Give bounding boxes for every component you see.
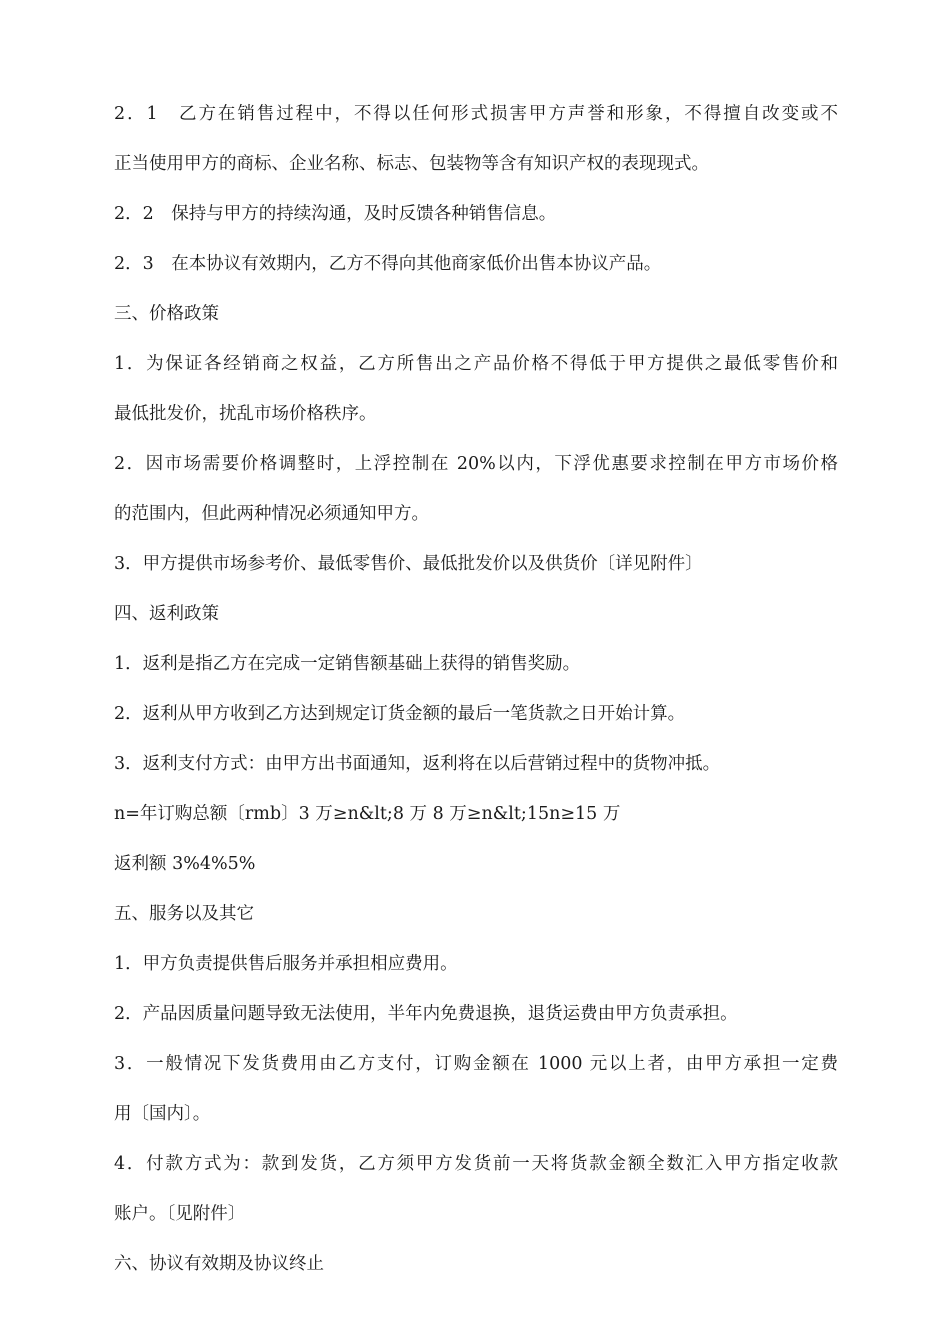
price-clause-2-line-2: 的范围内，但此两种情况必须通知甲方。 [114, 504, 429, 524]
section-heading-agreement-term: 六、协议有效期及协议终止 [114, 1254, 324, 1274]
section-heading-rebate-policy: 四、返利政策 [114, 604, 219, 624]
rebate-clause-3: 3．返利支付方式：由甲方出书面通知，返利将在以后营销过程中的货物冲抵。 [114, 754, 721, 774]
rebate-clause-2: 2．返利从甲方收到乙方达到规定订货金额的最后一笔货款之日开始计算。 [114, 704, 686, 724]
rebate-tier-table-row: n=年订购总额〔rmb〕3 万≥n&lt;8 万 8 万≥n&lt;15n≥15 万 [114, 804, 621, 824]
clause-2-2: 2．2 保持与甲方的持续沟通，及时反馈各种销售信息。 [114, 204, 557, 224]
service-clause-4-line-2: 账户。〔见附件〕 [114, 1204, 246, 1224]
clause-2-3: 2．3 在本协议有效期内，乙方不得向其他商家低价出售本协议产品。 [114, 254, 662, 274]
service-clause-2: 2．产品因质量问题导致无法使用，半年内免费退换，退货运费由甲方负责承担。 [114, 1004, 738, 1024]
service-clause-4-line-1: 4．付款方式为：款到发货，乙方须甲方发货前一天将货款金额全数汇入甲方指定收款 [114, 1154, 838, 1174]
clause-2-1-line-2: 正当使用甲方的商标、企业名称、标志、包装物等含有知识产权的表现现式。 [114, 154, 709, 174]
price-clause-1-line-1: 1．为保证各经销商之权益，乙方所售出之产品价格不得低于甲方提供之最低零售价和 [114, 354, 838, 374]
service-clause-1: 1．甲方负责提供售后服务并承担相应费用。 [114, 954, 458, 974]
clause-2-1-line-1: 2．1 乙方在销售过程中，不得以任何形式损害甲方声誉和形象，不得擅自改变或不 [114, 104, 838, 124]
section-heading-service: 五、服务以及其它 [114, 904, 254, 924]
price-clause-2-line-1: 2．因市场需要价格调整时，上浮控制在 20%以内，下浮优惠要求控制在甲方市场价格 [114, 454, 838, 474]
service-clause-3-line-1: 3．一般情况下发货费用由乙方支付，订购金额在 1000 元以上者，由甲方承担一定费 [114, 1054, 838, 1074]
section-heading-price-policy: 三、价格政策 [114, 304, 219, 324]
service-clause-3-line-2: 用〔国内〕。 [114, 1104, 211, 1124]
rebate-clause-1: 1．返利是指乙方在完成一定销售额基础上获得的销售奖励。 [114, 654, 581, 674]
rebate-rate-row: 返利额 3%4%5% [114, 854, 256, 874]
price-clause-3: 3．甲方提供市场参考价、最低零售价、最低批发价以及供货价〔详见附件〕 [114, 554, 703, 574]
price-clause-1-line-2: 最低批发价，扰乱市场价格秩序。 [114, 404, 377, 424]
